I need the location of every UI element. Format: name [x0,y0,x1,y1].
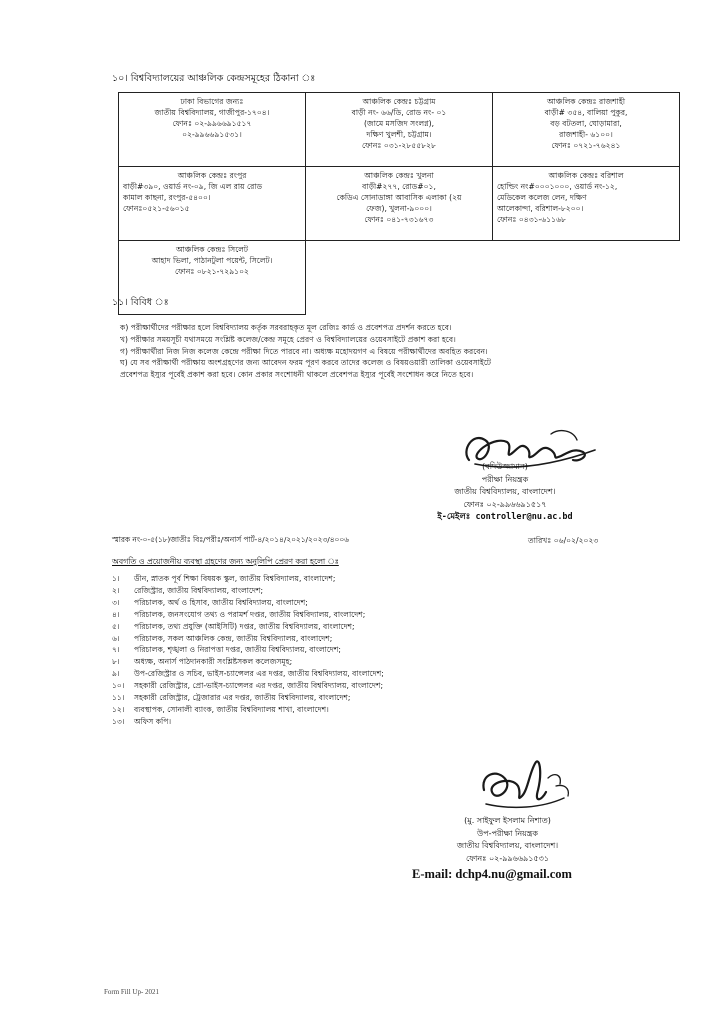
address-line: বাড়ী# ৩৫৪, বালিয়া পুকুর, [544,108,628,117]
address-line: আঞ্চলিক কেন্দ্রঃ চট্টগ্রাম [362,97,436,106]
item-number: ৯। [112,669,120,679]
signature-block-deputy [420,815,595,865]
address-line: কেডিএ সোনাডাঙ্গা আবাসিক এলাকা (২য় [336,193,462,202]
signatory-name: (বদিউজ্জামান) [482,462,528,471]
misc-note: খ) পরীক্ষার সময়সূচী যথাসময়ে সংশ্লিষ্ট কলেজ/কেন্দ্র সমূহে প্রেরণ ও বিশ্ববিদ্যালয়ের ওয়েবসাইটে প্রকাশ করা হবে। [120,334,456,344]
address-line: (জামে মসজিদ সংলগ্ন), [363,119,435,128]
item-text: ডীন, স্নাতক পূর্ব শিক্ষা বিষয়ক স্কুল, জাতীয় বিশ্ববিদ্যালয়, বাংলাদেশ; [134,574,336,583]
misc-note: প্রবেশপত্র ইস্যুর পূর্বেই প্রকাশ করা হবে। কোন প্রকার সংশোধনী থাকলে প্রবেশপত্র ইস্যুর পূর্বেই সংশোধন করে নিতে হবে। [120,370,474,380]
misc-notes [120,322,491,381]
item-number: ৭। [112,645,120,655]
item-number: ৪। [112,609,120,619]
list-item [112,716,384,728]
signatory-name: (মু. সাইফুল ইসলাম নিশাত) [464,816,551,825]
form-footer: Form Fill Up- 2021 [104,988,160,996]
address-line: ০২-৯৯৬৬৯১৫৩১। [182,130,242,139]
list-item [112,585,384,597]
address-line: ফেজ), খুলনা-৯০০০। [366,204,432,213]
item-text: ব্যবস্থাপক, সোনালী ব্যাংক, জাতীয় বিশ্ববিদ্যালয় শাখা, বাংলাদেশ। [134,704,329,714]
item-number: ৩। [112,597,120,607]
list-item [112,680,384,692]
address-line: মেডিকেল কলেজ লেন, দক্ষিণ [497,193,587,202]
section-11-title: ১১। বিবিধ ঃ [112,297,169,308]
list-item [112,644,384,656]
address-line: বড় বটতলা, ঘোড়ামারা, [550,119,622,128]
address-line: ফোনঃ ০৮২১-৭২৯১০২ [175,267,249,276]
misc-note: গ) পরীক্ষার্থীরা নিজ নিজ কলেজ কেন্দ্রে পরীক্ষা দিতে পারবে না। অধ্যক্ষ মহোদয়গণ এ বিষয়ে পরীক্ষার্থীদের অবহিত করবেন। [120,346,488,356]
address-line: ফোনঃ ০৪১-৭৩১৬৭৩ [364,215,434,224]
item-number: ৫। [112,621,120,631]
list-item [112,597,384,609]
address-cell-rangpur [119,167,306,241]
address-cell-barishal [493,167,680,241]
item-text: অফিস কপি। [134,716,172,726]
address-line: দক্ষিণ খুলশী, চট্টগ্রাম। [366,130,432,139]
list-item [112,692,384,704]
misc-note: ঘ) যে সব পরীক্ষার্থী পরীক্ষায় অংশগ্রহণের জন্য আবেদন ফরম পূরণ করবে তাদের কলেজ ও বিষয়ওয়ারী তালিকা ওয়েবসাইটে [120,358,492,368]
misc-note: ক) পরীক্ষার্থীদের পরীক্ষার হলে বিশ্ববিদ্যালয় কর্তৃক সরবরাহকৃত মূল রেজিঃ কার্ড ও প্রবেশপত্র প্রদর্শন করতে হবে। [120,323,452,332]
item-number: ১০। [112,681,125,691]
signatory-org: জাতীয় বিশ্ববিদ্যালয়, বাংলাদেশ। [456,841,559,850]
item-number: ১। [112,574,120,583]
signature-deputy-controller [472,750,582,820]
signatory-email: ই-মেইলঃ controller@nu.ac.bd [437,512,573,522]
address-line: ফোনঃ০৫২১-৫৬০১৫ [123,204,190,213]
signatory-phone: ফোনঃ ০২-৯৯৬৬৯১৫১৭ [463,499,547,509]
address-line: বাড়ী#৩৯০, ওয়ার্ড নং-০৯, জি এল রায় রোড [123,182,263,191]
address-line: ফোনঃ ০২-৯৯৬৬৯১৫১৭ [172,119,252,128]
address-cell-dhaka [119,93,306,167]
address-line: আঞ্চলিক কেন্দ্রঃ বরিশাল [548,171,624,180]
signatory-designation: পরীক্ষা নিয়ন্ত্রক [481,474,529,484]
signature-block-controller [420,461,590,524]
list-item [112,633,384,645]
item-number: ১১। [112,693,125,703]
list-item [112,668,384,680]
item-number: ১২। [112,704,125,714]
item-text: রেজিস্ট্রার, জাতীয় বিশ্ববিদ্যালয়, বাংলাদেশ; [134,585,264,595]
deputy-email: E-mail: dchp4.nu@gmail.com [412,867,572,881]
address-line: ফোনঃ ০৩১-২৮৫৫৮২৮ [362,141,436,150]
address-cell-khulna [306,167,493,241]
memo-date: তারিখঃ ০৬/০২/২০২৩ [528,536,599,545]
address-line: রাজশাহী- ৬১০০। [559,130,613,139]
address-line: হোল্ডিং নং#০০০১০০০, ওয়ার্ড নং-১২, [497,182,618,191]
address-line: বাড়ী নং- ৬৬/ডি, রোড নং- ০১ [351,108,447,117]
memo-reference: স্মারক নং-০-৫(১৮)জাতীঃ বিঃ/পরীঃ/অনার্স পার্ট-৪/২০১৪/২০২১/২০২৩/৪০০৬ [112,535,349,544]
address-line: ফোনঃ ০৪৩১-৬১১৬৮ [497,215,566,224]
address-cell-chattogram [306,93,493,167]
address-line: আঞ্চলিক কেন্দ্রঃ খুলনা [364,171,434,180]
address-line: ঢাকা বিভাগের জন্যঃ [180,97,244,106]
item-text: পরিচালক, শৃঙ্খলা ও নিরাপত্তা দপ্তর, জাতীয় বিশ্ববিদ্যালয়, বাংলাদেশ; [134,645,341,655]
distribution-intro: অবগতি ও প্রয়োজনীয় ব্যবস্থা গ্রহণের জন্য অনুলিপি প্রেরণ করা হলো ঃ [112,557,339,566]
regional-centers-table [118,92,680,315]
address-line: বাড়ী#২৭৭, রোড#০১, [362,182,436,191]
signatory-designation: উপ-পরীক্ষা নিয়ন্ত্রক [477,828,538,838]
address-line: কামাল কাছনা, রংপুর-৫৪০০। [123,193,211,202]
address-cell-rajshahi [493,93,680,167]
address-line: আঞ্চলিক কেন্দ্রঃ সিলেট [175,245,249,254]
item-text: উপ-রেজিস্ট্রার ও সচিব, ভাইস-চ্যান্সেলর এর দপ্তর, জাতীয় বিশ্ববিদ্যালয়, বাংলাদেশ; [134,669,384,679]
item-text: সহকারী রেজিস্ট্রার, প্রো-ভাইস-চ্যান্সেলর এর দপ্তর, জাতীয় বিশ্ববিদ্যালয়, বাংলাদেশ; [134,681,383,691]
list-item [112,621,384,633]
list-item [112,609,384,621]
item-number: ৮। [112,657,120,667]
item-number: ২। [112,585,120,595]
section-10-title: ১০। বিশ্ববিদ্যালয়ের আঞ্চলিক কেন্দ্রসমূহের ঠিকানা ঃ [112,73,316,84]
address-line: আঞ্চলিক কেন্দ্রঃ রাজশাহী [546,97,626,106]
address-line: ফোনঃ ০৭২১-৭৬২৪১ [551,141,621,150]
item-text: সহকারী রেজিস্ট্রার, ট্রেজারার এর দপ্তর, জাতীয় বিশ্ববিদ্যালয়, বাংলাদেশ; [134,693,351,703]
item-text: পরিচালক, সকল আঞ্চলিক কেন্দ্র, জাতীয় বিশ্ববিদ্যালয়, বাংলাদেশ; [134,633,333,643]
list-item [112,573,384,585]
item-text: পরিচালক, তথ্য প্রযুক্তি (আইসিটি) দপ্তর, জাতীয় বিশ্ববিদ্যালয়, বাংলাদেশ; [134,621,355,631]
signatory-phone: ফোনঃ ০২-৯৯৬৬৯১৫৩১ [465,853,550,863]
signatory-org: জাতীয় বিশ্ববিদ্যালয়, বাংলাদেশ। [454,487,556,496]
item-text: পরিচালক, জনসংযোগ তথ্য ও পরামর্শ দপ্তর, জাতীয় বিশ্ববিদ্যালয়, বাংলাদেশ; [134,609,366,619]
distribution-list [112,573,384,728]
item-text: পরিচালক, অর্থ ও হিসাব, জাতীয় বিশ্ববিদ্যালয়, বাংলাদেশ; [134,597,308,607]
address-line: আলেকান্দা, বরিশাল-৮২০০। [497,204,584,213]
address-line: জাতীয় বিশ্ববিদ্যালয়, গাজীপুর-১৭০৪। [154,108,270,117]
item-number: ৬। [112,633,120,643]
list-item [112,704,384,716]
item-text: অধ্যক্ষ, অনার্স পাঠদানকারী সংশ্লিষ্টসকল কলেজসমূহ; [134,657,293,667]
address-line: আঞ্চলিক কেন্দ্রঃ রংপুর [177,171,247,180]
item-number: ১৩। [112,716,125,726]
list-item [112,656,384,668]
address-line: আহাদ ভিলা, পাঠানটুলা পয়েন্ট, সিলেট। [151,256,273,265]
